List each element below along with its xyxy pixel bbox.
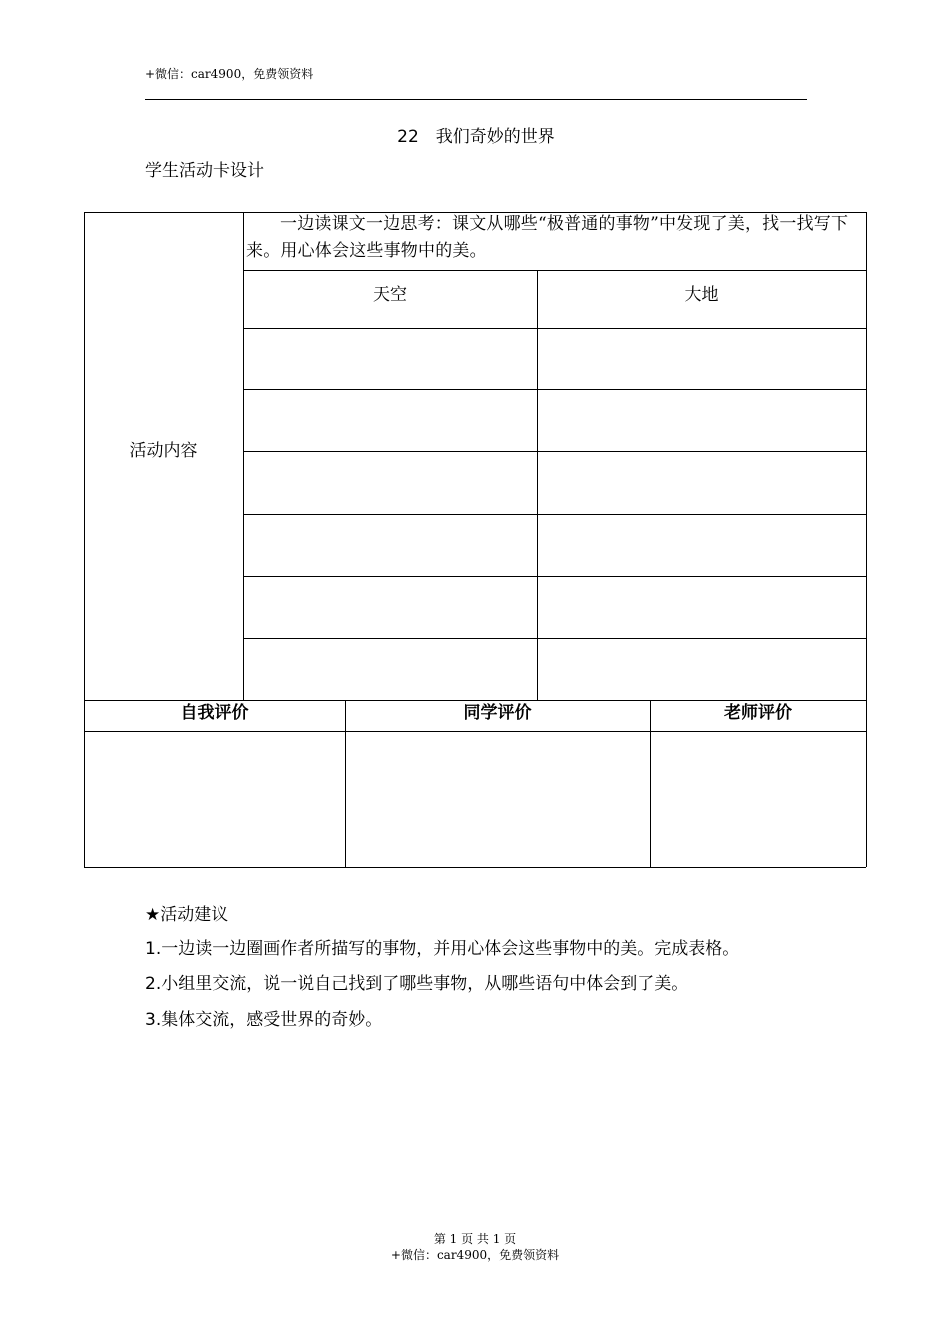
- eval-top-line: [84, 700, 866, 701]
- eval-peer-header: 同学评价: [463, 703, 532, 723]
- column-header-sky: 天空: [373, 285, 407, 305]
- grid-line: [243, 389, 866, 390]
- suggestion-item: 1.一边读一边圈画作者所描写的事物，并用心体会这些事物中的美。完成表格。: [145, 939, 740, 959]
- row-label-activity: 活动内容: [129, 441, 198, 461]
- eval-divider-2: [650, 700, 651, 867]
- grid-line: [243, 270, 866, 271]
- table-border-left: [84, 212, 85, 867]
- footer-page-number: 第 1 页 共 1 页: [433, 1232, 517, 1246]
- grid-line: [243, 451, 866, 452]
- eval-teacher-header: 老师评价: [724, 703, 792, 723]
- page-title: 22 我们奇妙的世界: [397, 127, 555, 147]
- eval-header-line: [84, 731, 866, 732]
- grid-line: [243, 328, 866, 329]
- activity-intro: 一边读课文一边思考：课文从哪些“极普通的事物”中发现了美，找一找写下来。用心体会这些事物中的美。: [246, 214, 849, 261]
- table-border-right: [866, 212, 867, 867]
- table-border-bottom: [84, 867, 866, 868]
- column-header-earth: 大地: [684, 285, 719, 305]
- eval-self-header: 自我评价: [180, 703, 249, 723]
- header-rule: [145, 99, 807, 100]
- sky-earth-divider: [537, 270, 538, 700]
- header-watermark: +微信：car4900，免费领资料: [145, 67, 314, 81]
- suggestions-heading: ★活动建议: [145, 905, 229, 925]
- suggestion-item: 3.集体交流，感受世界的奇妙。: [145, 1010, 383, 1030]
- eval-divider-1: [345, 700, 346, 867]
- grid-line: [243, 638, 866, 639]
- suggestion-item: 2.小组里交流，说一说自己找到了哪些事物，从哪些语句中体会到了美。: [145, 974, 689, 994]
- grid-line: [243, 514, 866, 515]
- grid-line: [243, 576, 866, 577]
- footer-watermark: +微信：car4900，免费领资料: [390, 1248, 560, 1262]
- page-subtitle: 学生活动卡设计: [145, 161, 264, 181]
